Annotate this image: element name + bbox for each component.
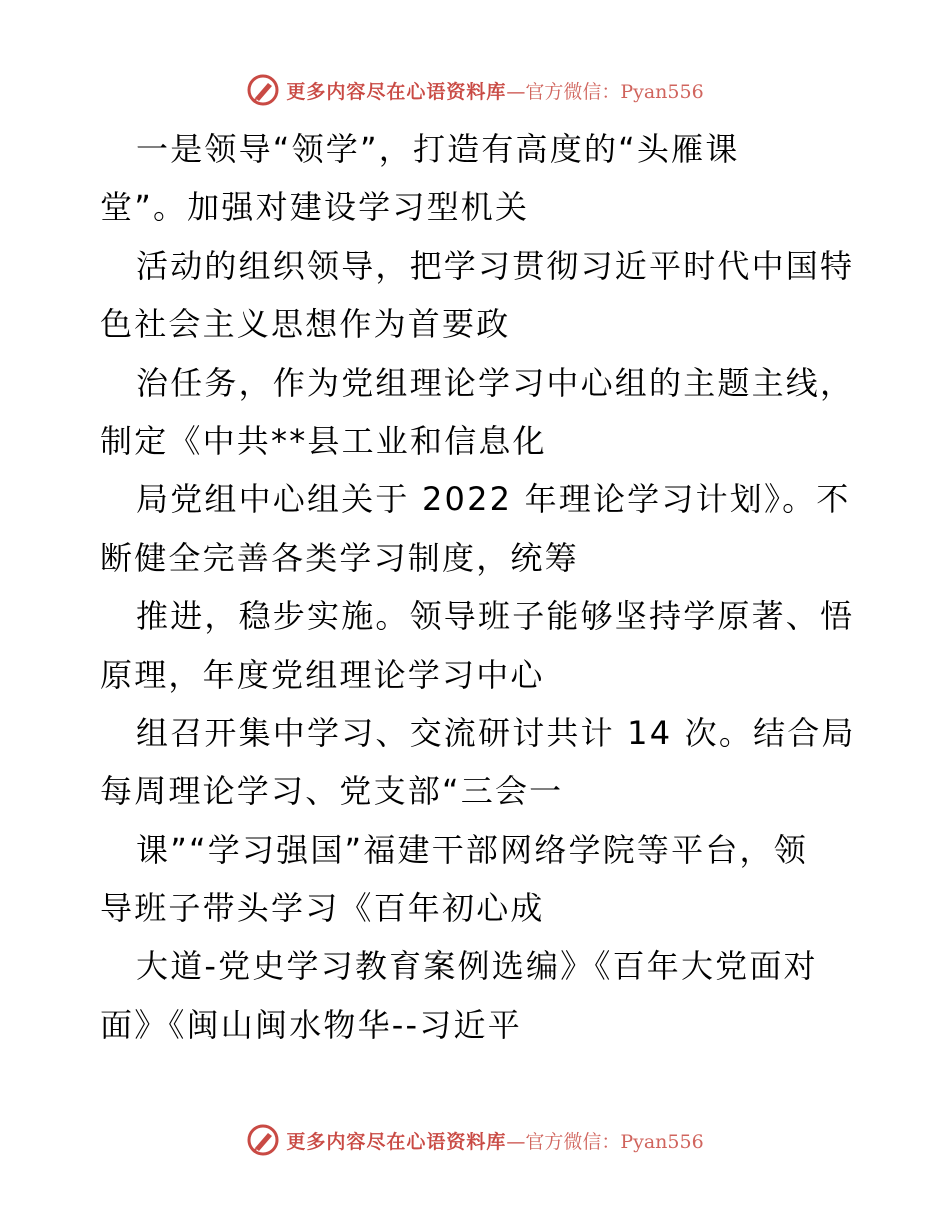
body-line: 课”“学习强国”福建干部网络学院等平台，领 xyxy=(136,830,808,869)
body-line: 治任务，作为党组理论学习中心组的主题主线， xyxy=(136,363,855,402)
pen-logo-icon xyxy=(246,73,280,107)
body-line: 大道-党史学习教育案例选编》《百年大党面对 xyxy=(136,947,818,986)
body-line: 色社会主义思想作为首要政 xyxy=(100,305,511,344)
body-line: 制定《中共**县工业和信息化 xyxy=(100,421,547,460)
body-line: 每周理论学习、党支部“三会一 xyxy=(100,772,564,811)
header-watermark xyxy=(0,70,950,110)
body-line: 原理，年度党组理论学习中心 xyxy=(100,655,545,694)
body-line: 导班子带头学习《百年初心成 xyxy=(100,889,545,928)
body-line: 一是领导“领学”，打造有高度的“头雁课 xyxy=(136,130,740,168)
body-line: 局党组中心组关于 2022 年理论学习计划》。不 xyxy=(136,480,851,519)
body-line: 断健全完善各类学习制度，统筹 xyxy=(100,538,579,577)
body-line: 面》《闽山闽水物华--习近平 xyxy=(100,1005,522,1044)
header-site-name: 更多内容尽在心语资料库 xyxy=(286,80,507,103)
footer-separator: — xyxy=(506,1130,526,1153)
body-line: 活动的组织领导，把学习贯彻习近平时代中国特 xyxy=(136,246,855,285)
footer-site-name: 更多内容尽在心语资料库 xyxy=(286,1130,507,1153)
body-line: 堂”。加强对建设学习型机关 xyxy=(100,188,530,227)
body-line: 组召开集中学习、交流研讨共计 14 次。结合局 xyxy=(136,713,856,752)
body-line: 推进，稳步实施。领导班子能够坚持学原著、悟 xyxy=(136,597,855,636)
header-wechat: 官方微信：Pyan556 xyxy=(525,80,704,103)
header-separator: — xyxy=(506,80,526,103)
header-text xyxy=(286,77,703,104)
footer-watermark xyxy=(0,1120,950,1160)
pen-logo-icon xyxy=(246,1123,280,1157)
body-text xyxy=(100,120,860,1054)
footer-text xyxy=(286,1127,703,1154)
footer-wechat: 官方微信：Pyan556 xyxy=(525,1130,704,1153)
